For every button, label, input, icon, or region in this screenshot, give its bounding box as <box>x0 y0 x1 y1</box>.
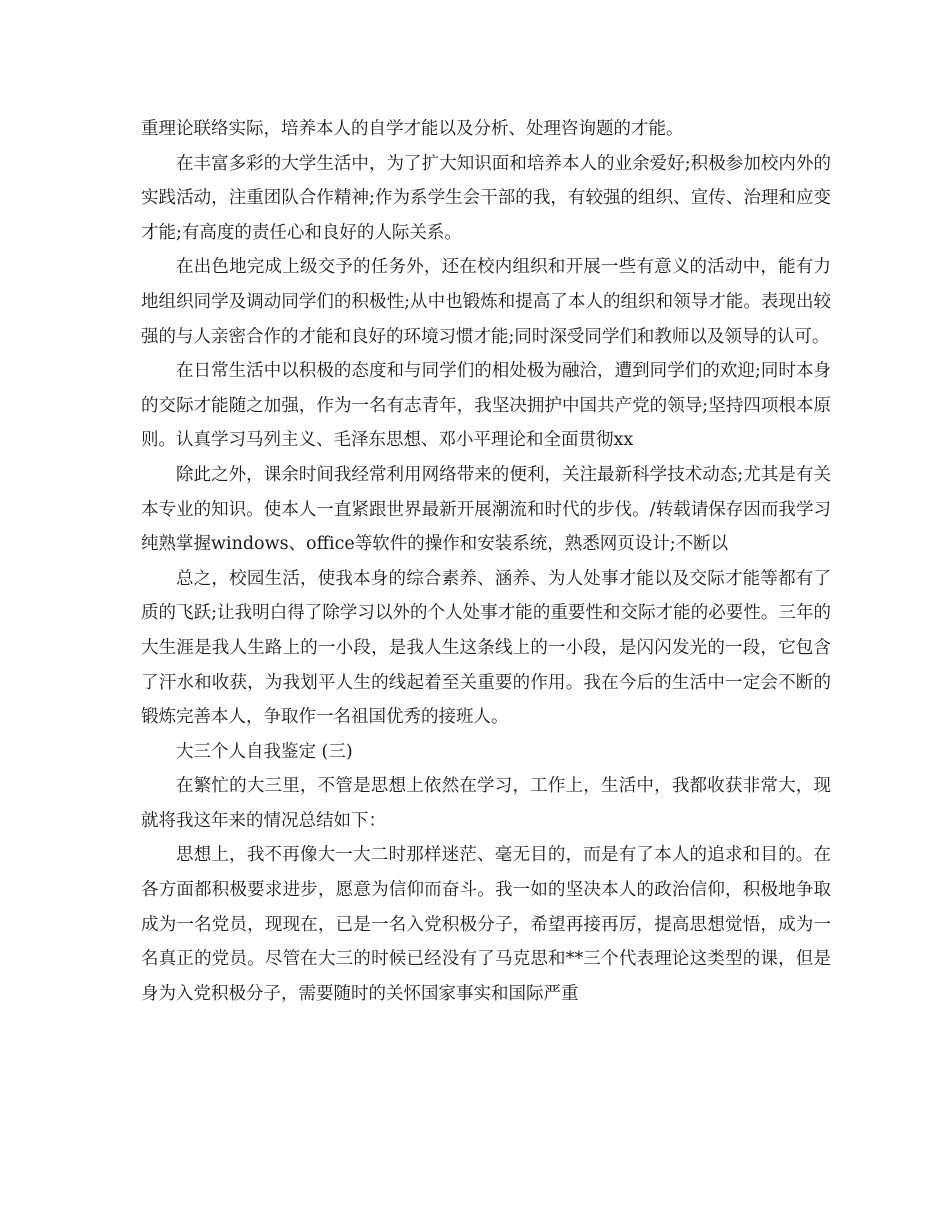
paragraph-4: 在日常生活中以积极的态度和与同学们的相处极为融洽，遭到同学们的欢迎;同时本身的交际才能随之加强，作为一名有志青年，我坚决拥护中国共产党的领导;坚持四项根本原则。认真学习马列主义、毛泽东思想、邓小平理论和全面贯彻xx <box>141 361 831 451</box>
paragraph-7: 在繁忙的大三里，不管是思想上依然在学习，工作上，生活中，我都收获非常大，现就将我这年来的情况总结如下： <box>141 776 831 831</box>
paragraph-3: 在出色地完成上级交予的任务外，还在校内组织和开展一些有意义的活动中，能有力地组织同学及调动同学们的积极性;从中也锻炼和提高了本人的组织和领导才能。表现出较强的与人亲密合作的才能和良好的环境习惯才能;同时深受同学们和教师以及领导的认可。 <box>141 257 831 347</box>
document-body <box>141 112 831 1011</box>
paragraph-6: 总之，校园生活，使我本身的综合素养、涵养、为人处事才能以及交际才能等都有了质的飞跃;让我明白得了除学习以外的个人处事才能的重要性和交际才能的必要性。三年的大生涯是我人生路上的一小段，是我人生这条线上的一小段，是闪闪发光的一段，它包含了汗水和收获，为我划平人生的线起着至关重要的作用。我在今后的生活中一定会不断的锻炼完善本人，争取作一名祖国优秀的接班人。 <box>141 568 831 728</box>
section-heading: 大三个人自我鉴定 (三) <box>176 741 353 762</box>
paragraph-8: 思想上，我不再像大一大二时那样迷茫、毫无目的，而是有了本人的追求和目的。在各方面都积极要求进步，愿意为信仰而奋斗。我一如的坚决本人的政治信仰，积极地争取成为一名党员，现现在，已是一名入党积极分子，希望再接再厉，提高思想觉悟，成为一名真正的党员。尽管在大三的时候已经没有了马克思和**三个代表理论这类型的课，但是身为入党积极分子，需要随时的关怀国家事实和国际严重 <box>141 845 831 1004</box>
paragraph-2: 在丰富多彩的大学生活中，为了扩大知识面和培养本人的业余爱好;积极参加校内外的实践活动，注重团队合作精神;作为系学生会干部的我，有较强的组织、宣传、治理和应变才能;有高度的责任心和良好的人际关系。 <box>141 153 831 243</box>
paragraph-1: 重理论联络实际，培养本人的自学才能以及分析、处理咨询题的才能。 <box>141 119 684 139</box>
paragraph-5: 除此之外，课余时间我经常利用网络带来的便利，关注最新科学技术动态;尤其是有关本专业的知识。使本人一直紧跟世界最新开展潮流和时代的步伐。/转载请保存因而我学习纯熟掌握windows、office等软件的操作和安装系统，熟悉网页设计;不断以 <box>141 464 831 555</box>
